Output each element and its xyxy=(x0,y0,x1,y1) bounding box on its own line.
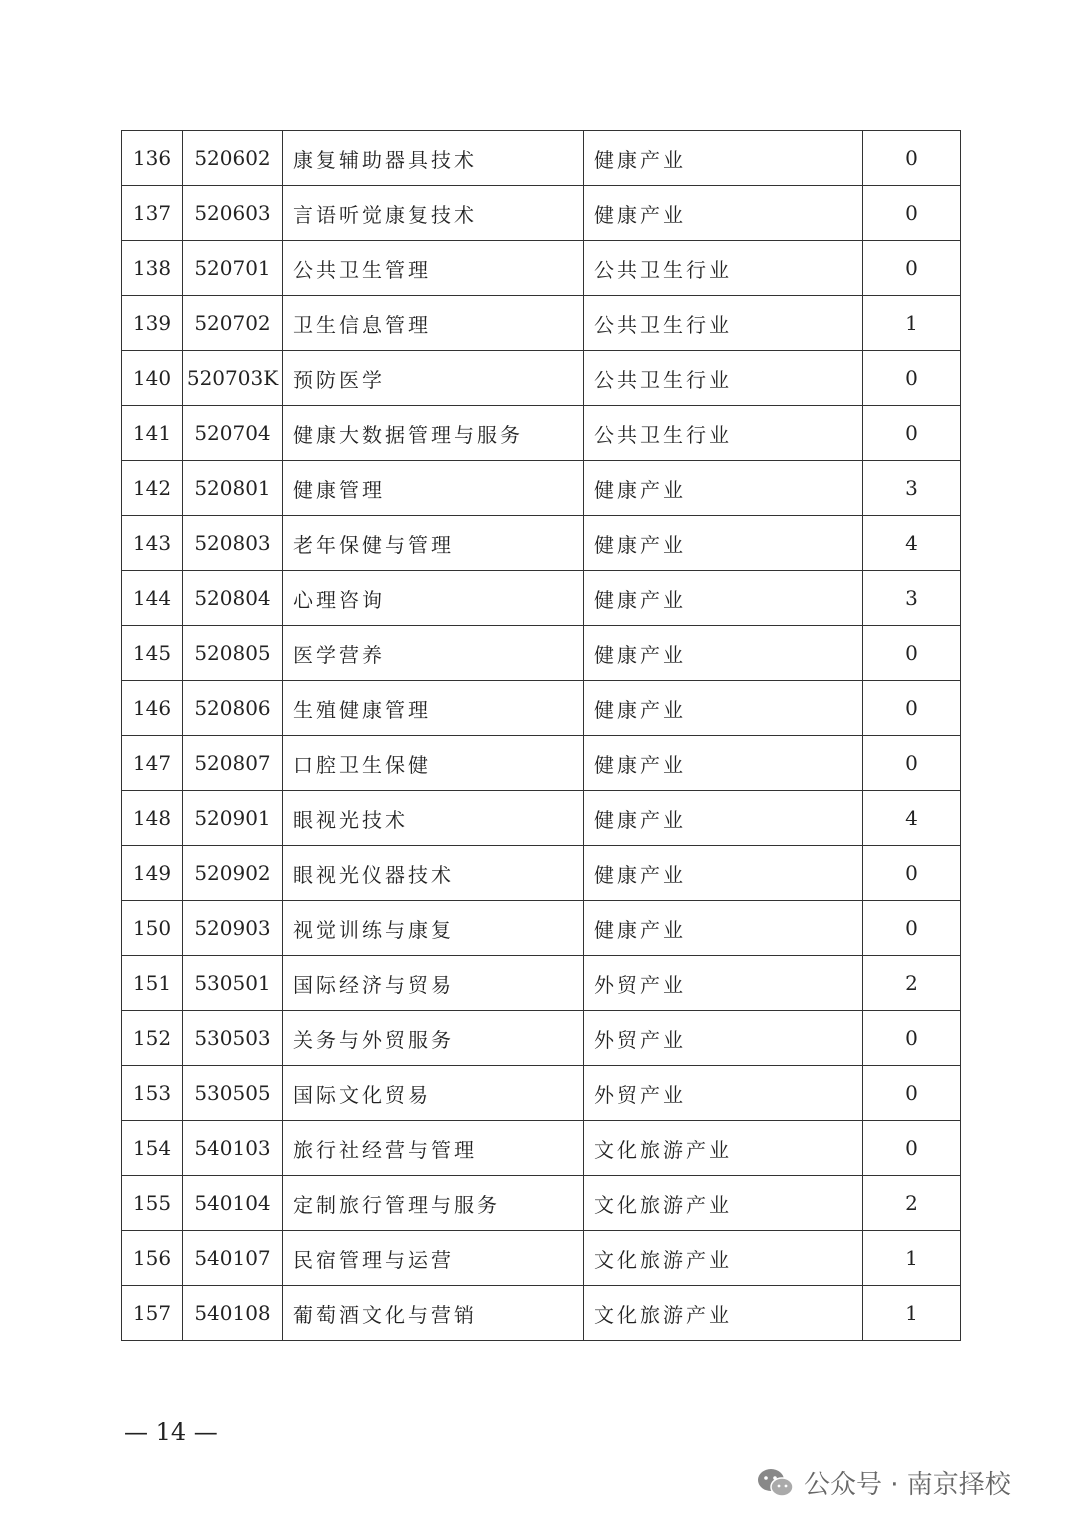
count-cell: 3 xyxy=(863,461,961,516)
count-cell: 4 xyxy=(863,791,961,846)
table-row xyxy=(122,186,961,241)
row-number-cell: 153 xyxy=(122,1066,183,1121)
count-cell: 3 xyxy=(863,571,961,626)
major-name-cell: 心理咨询 xyxy=(283,571,584,626)
major-name-cell: 眼视光技术 xyxy=(283,791,584,846)
industry-cell: 健康产业 xyxy=(584,681,863,736)
row-number-cell: 157 xyxy=(122,1286,183,1341)
row-number-cell: 155 xyxy=(122,1176,183,1231)
major-name-cell: 预防医学 xyxy=(283,351,584,406)
count-cell: 0 xyxy=(863,1121,961,1176)
major-code-cell: 520806 xyxy=(183,681,283,736)
table-row xyxy=(122,241,961,296)
major-name-cell: 视觉训练与康复 xyxy=(283,901,584,956)
count-cell: 0 xyxy=(863,626,961,681)
major-code-cell: 520603 xyxy=(183,186,283,241)
row-number-cell: 150 xyxy=(122,901,183,956)
industry-cell: 健康产业 xyxy=(584,186,863,241)
major-code-cell: 520801 xyxy=(183,461,283,516)
table-row xyxy=(122,1286,961,1341)
industry-cell: 公共卫生行业 xyxy=(584,351,863,406)
major-code-cell: 520704 xyxy=(183,406,283,461)
major-code-cell: 520701 xyxy=(183,241,283,296)
count-cell: 0 xyxy=(863,406,961,461)
row-number-cell: 143 xyxy=(122,516,183,571)
major-name-cell: 国际文化贸易 xyxy=(283,1066,584,1121)
count-cell: 0 xyxy=(863,186,961,241)
industry-cell: 外贸产业 xyxy=(584,956,863,1011)
industry-cell: 健康产业 xyxy=(584,571,863,626)
majors-table xyxy=(121,130,961,1341)
major-code-cell: 520803 xyxy=(183,516,283,571)
table-row xyxy=(122,736,961,791)
table-row xyxy=(122,461,961,516)
count-cell: 0 xyxy=(863,901,961,956)
table-row xyxy=(122,1176,961,1231)
major-name-cell: 生殖健康管理 xyxy=(283,681,584,736)
industry-cell: 健康产业 xyxy=(584,461,863,516)
count-cell: 2 xyxy=(863,956,961,1011)
industry-cell: 健康产业 xyxy=(584,736,863,791)
major-code-cell: 520702 xyxy=(183,296,283,351)
table-row xyxy=(122,626,961,681)
row-number-cell: 144 xyxy=(122,571,183,626)
major-name-cell: 医学营养 xyxy=(283,626,584,681)
table-row xyxy=(122,1231,961,1286)
industry-cell: 公共卫生行业 xyxy=(584,406,863,461)
major-code-cell: 520703K xyxy=(183,351,283,406)
major-code-cell: 540108 xyxy=(183,1286,283,1341)
count-cell: 1 xyxy=(863,1286,961,1341)
industry-cell: 健康产业 xyxy=(584,516,863,571)
table-row xyxy=(122,296,961,351)
table-row xyxy=(122,901,961,956)
major-code-cell: 520903 xyxy=(183,901,283,956)
major-name-cell: 民宿管理与运营 xyxy=(283,1231,584,1286)
industry-cell: 外贸产业 xyxy=(584,1066,863,1121)
table-row xyxy=(122,351,961,406)
table-row xyxy=(122,571,961,626)
row-number-cell: 138 xyxy=(122,241,183,296)
count-cell: 0 xyxy=(863,1011,961,1066)
page-number: — 14 — xyxy=(124,1418,218,1446)
major-code-cell: 520902 xyxy=(183,846,283,901)
row-number-cell: 145 xyxy=(122,626,183,681)
major-name-cell: 言语听觉康复技术 xyxy=(283,186,584,241)
industry-cell: 健康产业 xyxy=(584,131,863,186)
major-name-cell: 葡萄酒文化与营销 xyxy=(283,1286,584,1341)
major-name-cell: 卫生信息管理 xyxy=(283,296,584,351)
table-row xyxy=(122,516,961,571)
major-name-cell: 定制旅行管理与服务 xyxy=(283,1176,584,1231)
table-row xyxy=(122,1121,961,1176)
industry-cell: 文化旅游产业 xyxy=(584,1286,863,1341)
major-code-cell: 520804 xyxy=(183,571,283,626)
count-cell: 0 xyxy=(863,1066,961,1121)
major-name-cell: 康复辅助器具技术 xyxy=(283,131,584,186)
major-code-cell: 520807 xyxy=(183,736,283,791)
major-code-cell: 530501 xyxy=(183,956,283,1011)
major-code-cell: 530503 xyxy=(183,1011,283,1066)
count-cell: 0 xyxy=(863,736,961,791)
major-name-cell: 旅行社经营与管理 xyxy=(283,1121,584,1176)
major-name-cell: 老年保健与管理 xyxy=(283,516,584,571)
table-row xyxy=(122,681,961,736)
row-number-cell: 141 xyxy=(122,406,183,461)
table-row xyxy=(122,1066,961,1121)
count-cell: 0 xyxy=(863,681,961,736)
table-row xyxy=(122,1011,961,1066)
watermark-text: 公众号 · 南京择校 xyxy=(804,1470,1011,1500)
table-row xyxy=(122,846,961,901)
industry-cell: 文化旅游产业 xyxy=(584,1231,863,1286)
major-name-cell: 公共卫生管理 xyxy=(283,241,584,296)
industry-cell: 健康产业 xyxy=(584,626,863,681)
count-cell: 0 xyxy=(863,351,961,406)
table-row xyxy=(122,956,961,1011)
industry-cell: 公共卫生行业 xyxy=(584,296,863,351)
major-code-cell: 520901 xyxy=(183,791,283,846)
industry-cell: 外贸产业 xyxy=(584,1011,863,1066)
major-name-cell: 健康管理 xyxy=(283,461,584,516)
major-code-cell: 520602 xyxy=(183,131,283,186)
watermark xyxy=(756,1464,1011,1501)
row-number-cell: 137 xyxy=(122,186,183,241)
row-number-cell: 146 xyxy=(122,681,183,736)
major-code-cell: 520805 xyxy=(183,626,283,681)
major-name-cell: 口腔卫生保健 xyxy=(283,736,584,791)
major-code-cell: 540107 xyxy=(183,1231,283,1286)
row-number-cell: 139 xyxy=(122,296,183,351)
major-code-cell: 540104 xyxy=(183,1176,283,1231)
major-code-cell: 540103 xyxy=(183,1121,283,1176)
major-name-cell: 健康大数据管理与服务 xyxy=(283,406,584,461)
table-row xyxy=(122,791,961,846)
industry-cell: 公共卫生行业 xyxy=(584,241,863,296)
row-number-cell: 147 xyxy=(122,736,183,791)
row-number-cell: 148 xyxy=(122,791,183,846)
table-row xyxy=(122,406,961,461)
industry-cell: 文化旅游产业 xyxy=(584,1176,863,1231)
count-cell: 1 xyxy=(863,1231,961,1286)
count-cell: 0 xyxy=(863,241,961,296)
industry-cell: 健康产业 xyxy=(584,901,863,956)
table-body xyxy=(122,131,961,1341)
count-cell: 1 xyxy=(863,296,961,351)
major-code-cell: 530505 xyxy=(183,1066,283,1121)
row-number-cell: 140 xyxy=(122,351,183,406)
industry-cell: 健康产业 xyxy=(584,791,863,846)
row-number-cell: 151 xyxy=(122,956,183,1011)
count-cell: 0 xyxy=(863,131,961,186)
row-number-cell: 152 xyxy=(122,1011,183,1066)
major-name-cell: 关务与外贸服务 xyxy=(283,1011,584,1066)
row-number-cell: 142 xyxy=(122,461,183,516)
row-number-cell: 136 xyxy=(122,131,183,186)
table-row xyxy=(122,131,961,186)
count-cell: 2 xyxy=(863,1176,961,1231)
major-name-cell: 眼视光仪器技术 xyxy=(283,846,584,901)
count-cell: 4 xyxy=(863,516,961,571)
row-number-cell: 149 xyxy=(122,846,183,901)
count-cell: 0 xyxy=(863,846,961,901)
row-number-cell: 154 xyxy=(122,1121,183,1176)
industry-cell: 健康产业 xyxy=(584,846,863,901)
industry-cell: 文化旅游产业 xyxy=(584,1121,863,1176)
row-number-cell: 156 xyxy=(122,1231,183,1286)
major-name-cell: 国际经济与贸易 xyxy=(283,956,584,1011)
wechat-icon xyxy=(756,1467,796,1499)
